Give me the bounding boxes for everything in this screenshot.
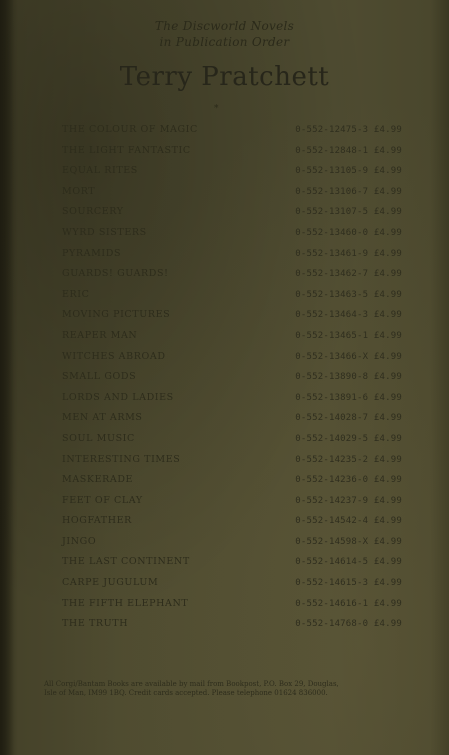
book-title: THE TRUTH: [62, 618, 129, 630]
book-title: MORT: [62, 185, 96, 197]
book-row: [62, 182, 402, 203]
book-title: SOUL MUSIC: [62, 432, 135, 444]
book-isbn-price: 0-552-14236-0 £4.99: [295, 475, 402, 486]
book-row: [62, 552, 402, 573]
book-title: THE LAST CONTINENT: [62, 556, 190, 568]
book-title: EQUAL RITES: [62, 165, 138, 177]
book-isbn-price: 0-552-13106-7 £4.99: [295, 186, 402, 197]
book-row: [62, 367, 402, 388]
book-row: [62, 141, 402, 162]
book-row: [62, 223, 402, 244]
book-row: [62, 264, 402, 285]
book-isbn-price: 0-552-14235-2 £4.99: [295, 454, 402, 465]
book-title: JINGO: [62, 535, 97, 547]
book-title: MOVING PICTURES: [62, 309, 171, 321]
page-gutter-shadow: [0, 0, 14, 755]
footer-line-2: Isle of Man, IM99 1BQ. Credit cards accepted. Please telephone 01624 836000.: [44, 689, 328, 697]
book-title: GUARDS! GUARDS!: [62, 268, 169, 280]
book-row: [62, 120, 402, 141]
book-isbn-price: 0-552-14614-5 £4.99: [295, 557, 402, 568]
book-title: ERIC: [62, 288, 90, 300]
book-title: LORDS AND LADIES: [62, 391, 174, 403]
book-title: WYRD SISTERS: [62, 226, 147, 238]
book-isbn-price: 0-552-14028-7 £4.99: [295, 413, 402, 424]
series-heading-line-1: The Discworld Novels: [154, 19, 295, 33]
book-isbn-price: 0-552-13105-9 £4.99: [295, 166, 402, 177]
book-title: MASKERADE: [62, 474, 134, 486]
book-title: SOURCERY: [62, 206, 124, 218]
book-isbn-price: 0-552-13461-9 £4.99: [295, 248, 402, 259]
book-isbn-price: 0-552-13465-1 £4.99: [295, 330, 402, 341]
book-row: [62, 326, 402, 347]
book-isbn-price: 0-552-13107-5 £4.99: [295, 207, 402, 218]
book-isbn-price: 0-552-14616-1 £4.99: [295, 598, 402, 609]
book-row: [62, 388, 402, 409]
book-isbn-price: 0-552-13463-5 £4.99: [295, 289, 402, 300]
book-row: [62, 285, 402, 306]
book-isbn-price: 0-552-14542-4 £4.99: [295, 516, 402, 527]
book-row: [62, 202, 402, 223]
page-header: [0, 18, 449, 94]
book-isbn-price: 0-552-13460-0 £4.99: [295, 227, 402, 238]
book-list: [62, 120, 402, 635]
book-isbn-price: 0-552-14615-3 £4.99: [295, 578, 402, 589]
book-title: PYRAMIDS: [62, 247, 122, 259]
book-row: [62, 161, 402, 182]
book-row: [62, 614, 402, 635]
book-row: [62, 594, 402, 615]
book-title: THE LIGHT FANTASTIC: [62, 144, 191, 156]
footer-line-1: All Corgi/Bantam Books are available by mail from Bookpost, P.O. Box 29, Douglas,: [44, 680, 339, 688]
ordering-footer: [44, 680, 424, 698]
book-title: INTERESTING TIMES: [62, 453, 181, 465]
book-row: [62, 305, 402, 326]
book-isbn-price: 0-552-12475-3 £4.99: [295, 125, 402, 135]
book-title: WITCHES ABROAD: [62, 350, 166, 362]
book-isbn-price: 0-552-14237-9 £4.99: [295, 495, 402, 506]
book-isbn-price: 0-552-14768-0 £4.99: [295, 619, 402, 630]
book-row: [62, 450, 402, 471]
book-row: [62, 511, 402, 532]
series-heading-line-2: in Publication Order: [159, 35, 290, 49]
book-row: [62, 573, 402, 594]
book-isbn-price: 0-552-13890-8 £4.99: [295, 372, 402, 383]
book-row: [62, 491, 402, 512]
book-isbn-price: 0-552-13464-3 £4.99: [295, 310, 402, 321]
book-isbn-price: 0-552-12848-1 £4.99: [295, 145, 402, 156]
book-title: THE FIFTH ELEPHANT: [62, 597, 189, 609]
book-title: FEET OF CLAY: [62, 494, 143, 506]
book-row: [62, 347, 402, 368]
book-row: [62, 470, 402, 491]
book-isbn-price: 0-552-13466-X £4.99: [295, 351, 402, 362]
book-row: [62, 244, 402, 265]
book-row: [62, 532, 402, 553]
book-title: THE COLOUR OF MAGIC: [62, 124, 198, 135]
book-isbn-price: 0-552-13462-7 £4.99: [295, 269, 402, 280]
book-title: SMALL GODS: [62, 371, 137, 383]
author-name: Terry Pratchett: [119, 62, 330, 92]
book-isbn-price: 0-552-13891-6 £4.99: [295, 392, 402, 403]
book-title: REAPER MAN: [62, 329, 138, 341]
book-title: HOGFATHER: [62, 515, 132, 527]
book-row: [62, 408, 402, 429]
book-isbn-price: 0-552-14029-5 £4.99: [295, 433, 402, 444]
book-isbn-price: 0-552-14598-X £4.99: [295, 536, 402, 547]
book-row: [62, 429, 402, 450]
book-title: MEN AT ARMS: [62, 412, 143, 424]
book-title: CARPE JUGULUM: [62, 577, 159, 589]
ornament-separator: *: [214, 104, 219, 114]
